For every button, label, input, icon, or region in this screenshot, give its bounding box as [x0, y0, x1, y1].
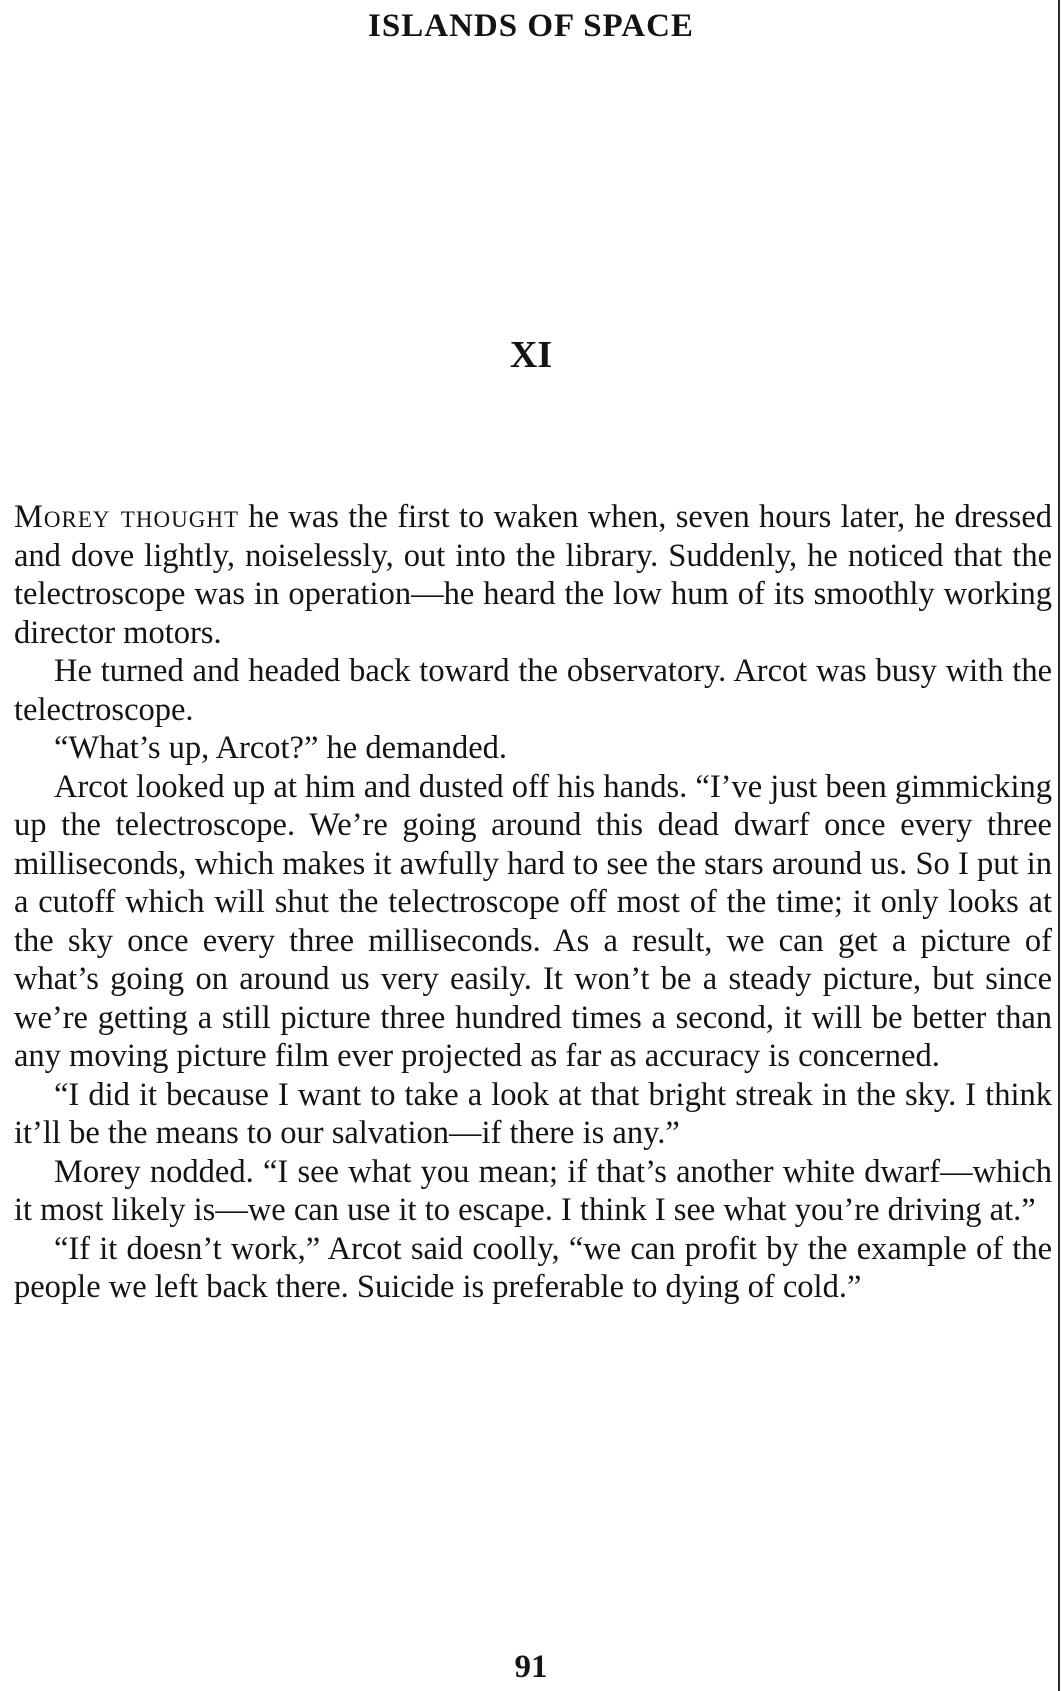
running-head: ISLANDS OF SPACE — [368, 8, 694, 44]
chapter-number: XI — [509, 334, 553, 376]
paragraph: Morey nodded. “I see what you mean; if that’s another white dwarf—which it most likely is—we can use it to escape. I think I see what you’re driving at.” — [14, 1153, 1052, 1228]
paragraph: Arcot looked up at him and dusted off his hands. “I’ve just been gimmicking up the telectroscope. We’re going around this dead dwarf once every three milliseconds, which makes it awfully hard to see the stars around us. So I put in a cutoff which will shut the telectroscope off most of the time; it only looks at the sky once every three milliseconds. As a result, we can get a picture of what’s going on around us very easily. It won’t be a steady picture, but since we’re getting a still picture three hundred times a second, it will be better than any moving picture film ever projected as far as accuracy is concerned. — [14, 768, 1052, 1074]
body-text — [14, 498, 1052, 1307]
paragraph: He turned and headed back toward the observatory. Arcot was busy with the telectroscope. — [14, 653, 1052, 728]
page-edge — [1058, 0, 1060, 1691]
paragraph-lead-in: Morey thought — [14, 499, 240, 535]
page-number: 91 — [514, 1649, 548, 1685]
paragraph: “What’s up, Arcot?” he demanded. — [54, 730, 508, 766]
paragraph: “I did it because I want to take a look at that bright streak in the sky. I think it’ll be the means to our salvation—if there is any.” — [14, 1076, 1052, 1151]
paragraph: “If it doesn’t work,” Arcot said coolly, “we can profit by the example of the people we left back there. Suicide is preferable to dying of cold.” — [14, 1230, 1052, 1305]
paragraph — [14, 498, 1052, 652]
paragraph-text: he was the first to waken when, seven hours later, he dressed and dove lightly, noiselessly, out into the library. Suddenly, he noticed that the telectroscope was in operation—he heard the low hum of its smoothly working director motors. — [14, 499, 1052, 651]
